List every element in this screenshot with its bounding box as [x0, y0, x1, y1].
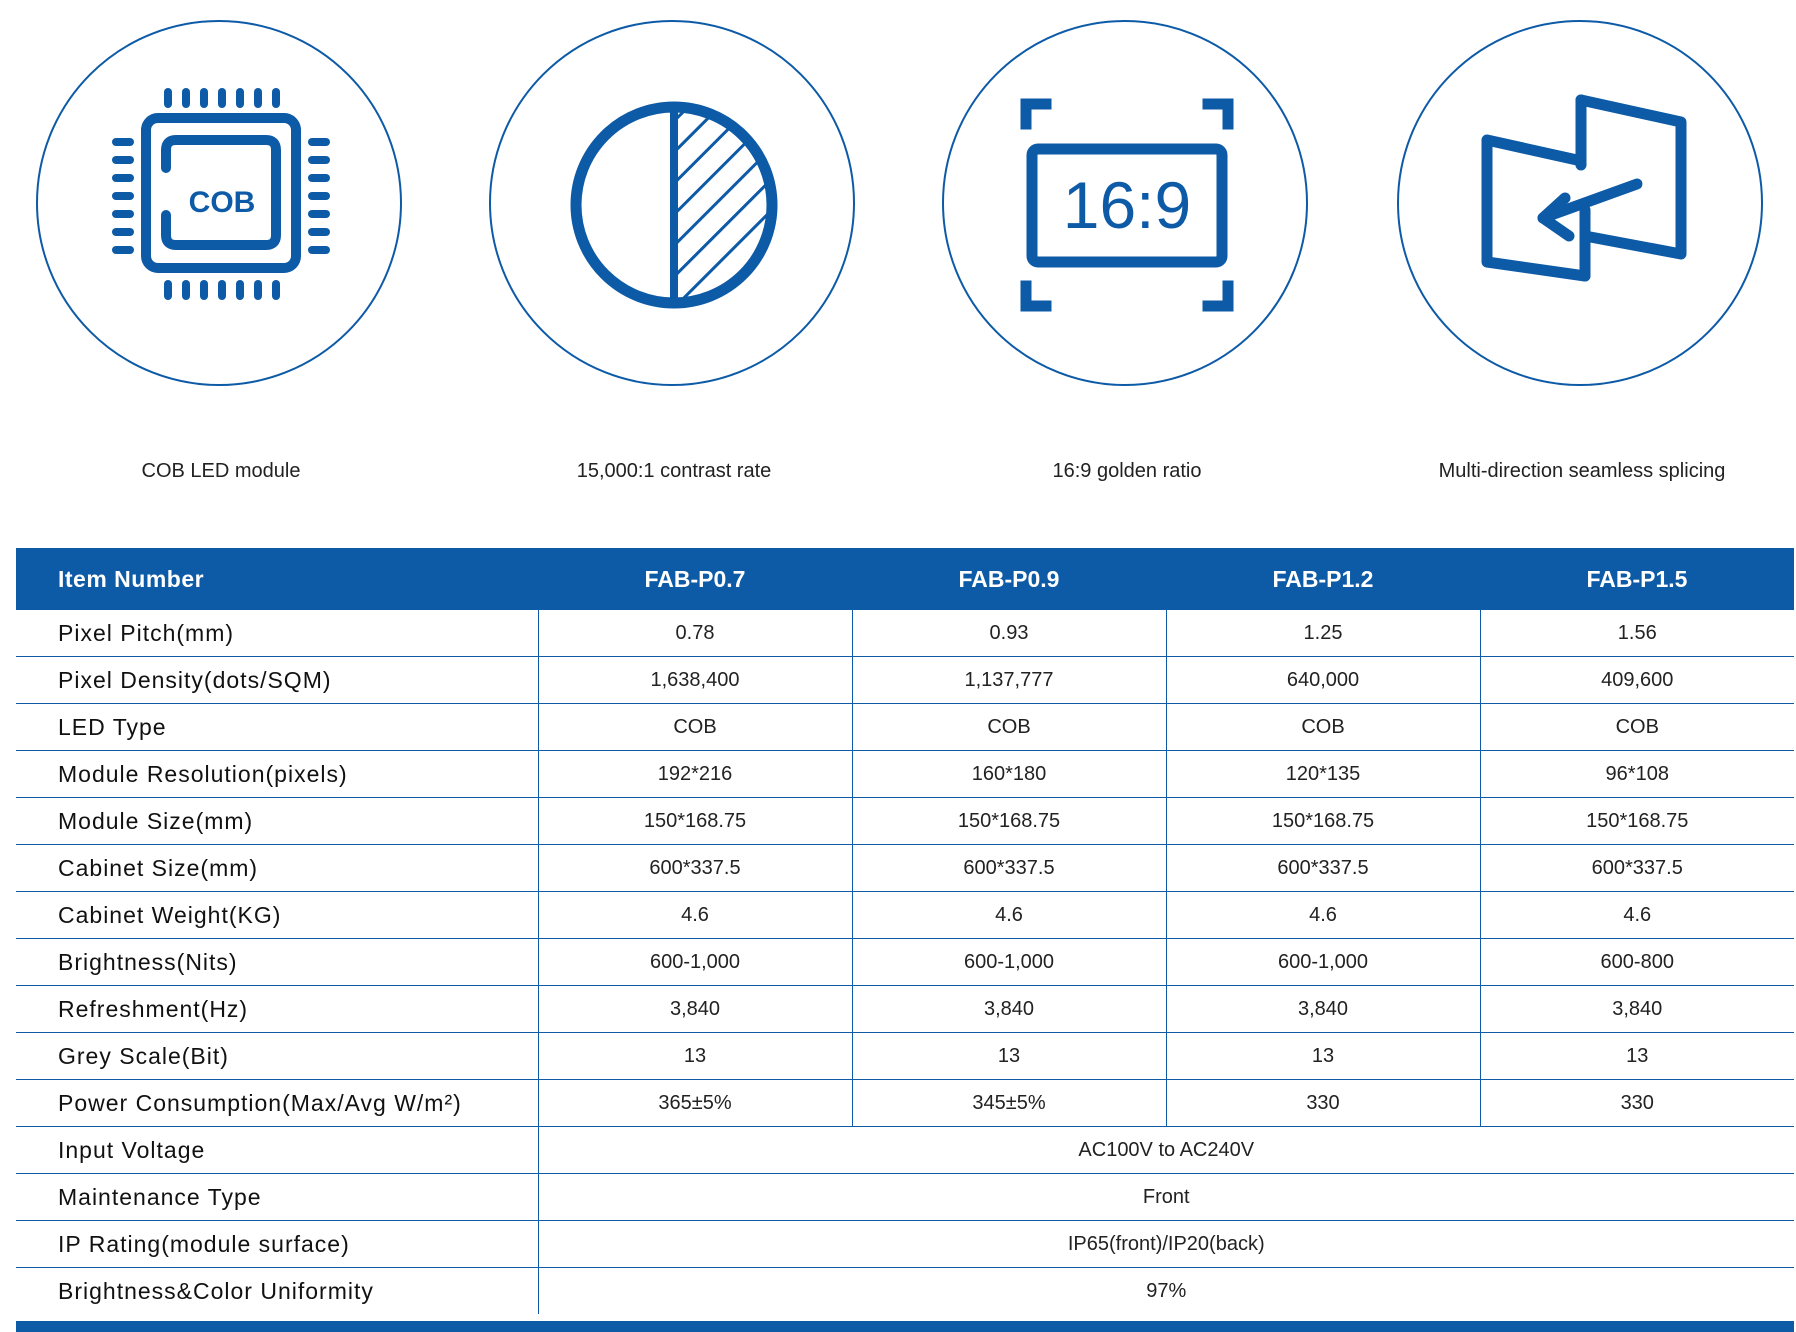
table-cell: 4.6 [1480, 892, 1794, 939]
merged-cell: 97% [538, 1268, 1794, 1315]
table-cell: 1,638,400 [538, 657, 852, 704]
svg-text:COB: COB [188, 186, 256, 219]
table-cell: 150*168.75 [852, 798, 1166, 845]
table-row [16, 845, 1794, 892]
table-cell: 160*180 [852, 751, 1166, 798]
row-label: Module Size(mm) [16, 798, 538, 845]
feature-icons-section [0, 0, 1796, 520]
table-row [16, 704, 1794, 751]
row-label: Brightness(Nits) [16, 939, 538, 986]
feature-circle [1397, 20, 1763, 386]
spec-table [16, 548, 1794, 1314]
feature-caption: 16:9 golden ratio [1052, 460, 1202, 482]
table-cell: 1.25 [1166, 610, 1480, 657]
feature-splicing [1397, 20, 1767, 510]
table-header-cell: FAB-P0.7 [538, 548, 852, 610]
row-label: Power Consumption(Max/Avg W/m²) [16, 1080, 538, 1127]
row-label: IP Rating(module surface) [16, 1221, 538, 1268]
table-cell: 4.6 [1166, 892, 1480, 939]
table-cell: 365±5% [538, 1080, 852, 1127]
table-cell: 13 [538, 1033, 852, 1080]
table-header-cell: FAB-P1.5 [1480, 548, 1794, 610]
table-row [16, 939, 1794, 986]
table-cell: 600-1,000 [852, 939, 1166, 986]
table-cell: 13 [1166, 1033, 1480, 1080]
row-label: Module Resolution(pixels) [16, 751, 538, 798]
table-row [16, 610, 1794, 657]
table-cell: 0.93 [852, 610, 1166, 657]
table-cell: 120*135 [1166, 751, 1480, 798]
merged-cell: AC100V to AC240V [538, 1127, 1794, 1174]
feature-ratio [942, 20, 1312, 510]
table-cell: 600*337.5 [852, 845, 1166, 892]
table-header-cell: FAB-P0.9 [852, 548, 1166, 610]
feature-circle [36, 20, 402, 386]
row-label: Input Voltage [16, 1127, 538, 1174]
aspect-ratio-icon [944, 22, 1310, 388]
feature-contrast [489, 20, 859, 510]
table-cell: 1,137,777 [852, 657, 1166, 704]
row-label: Cabinet Size(mm) [16, 845, 538, 892]
row-label: LED Type [16, 704, 538, 751]
table-cell: COB [852, 704, 1166, 751]
table-row [16, 892, 1794, 939]
table-cell: 192*216 [538, 751, 852, 798]
table-cell: COB [1480, 704, 1794, 751]
table-cell: 600*337.5 [1480, 845, 1794, 892]
table-cell: 600*337.5 [1166, 845, 1480, 892]
row-label: Pixel Pitch(mm) [16, 610, 538, 657]
row-label: Cabinet Weight(KG) [16, 892, 538, 939]
table-header-cell: FAB-P1.2 [1166, 548, 1480, 610]
table-cell: 3,840 [852, 986, 1166, 1033]
table-cell: 600*337.5 [538, 845, 852, 892]
cob-chip-icon [38, 22, 404, 388]
splicing-icon [1399, 22, 1765, 388]
feature-caption: COB LED module [141, 460, 301, 482]
feature-circle [942, 20, 1308, 386]
table-header-row [16, 548, 1794, 610]
table-row [16, 1174, 1794, 1221]
table-cell: 640,000 [1166, 657, 1480, 704]
table-cell: 1.56 [1480, 610, 1794, 657]
table-row [16, 1080, 1794, 1127]
table-cell: 330 [1480, 1080, 1794, 1127]
table-cell: COB [538, 704, 852, 751]
merged-cell: IP65(front)/IP20(back) [538, 1221, 1794, 1268]
svg-text:16:9: 16:9 [1062, 168, 1192, 242]
row-label: Grey Scale(Bit) [16, 1033, 538, 1080]
table-row [16, 1268, 1794, 1315]
table-cell: 3,840 [538, 986, 852, 1033]
table-header-cell: Item Number [16, 548, 538, 610]
table-cell: 3,840 [1480, 986, 1794, 1033]
feature-cob [36, 20, 406, 510]
table-row [16, 1221, 1794, 1268]
table-row [16, 751, 1794, 798]
table-cell: 4.6 [538, 892, 852, 939]
table-cell: 0.78 [538, 610, 852, 657]
table-row [16, 798, 1794, 845]
table-cell: 13 [1480, 1033, 1794, 1080]
table-cell: COB [1166, 704, 1480, 751]
table-cell: 150*168.75 [1166, 798, 1480, 845]
row-label: Maintenance Type [16, 1174, 538, 1221]
merged-cell: Front [538, 1174, 1794, 1221]
table-row [16, 657, 1794, 704]
table-cell: 150*168.75 [538, 798, 852, 845]
table-cell: 409,600 [1480, 657, 1794, 704]
table-cell: 345±5% [852, 1080, 1166, 1127]
table-cell: 3,840 [1166, 986, 1480, 1033]
contrast-icon [491, 22, 857, 388]
table-cell: 13 [852, 1033, 1166, 1080]
table-cell: 150*168.75 [1480, 798, 1794, 845]
feature-caption: Multi-direction seamless splicing [1438, 460, 1726, 482]
table-row [16, 1033, 1794, 1080]
row-label: Refreshment(Hz) [16, 986, 538, 1033]
table-cell: 96*108 [1480, 751, 1794, 798]
row-label: Brightness&Color Uniformity [58, 1277, 374, 1304]
feature-circle [489, 20, 855, 386]
table-row [16, 1127, 1794, 1174]
table-row [16, 986, 1794, 1033]
feature-caption: 15,000:1 contrast rate [576, 460, 772, 482]
table-bottom-bar [16, 1321, 1794, 1332]
table-cell: 4.6 [852, 892, 1166, 939]
row-label: Pixel Density(dots/SQM) [16, 657, 538, 704]
table-cell: 600-1,000 [1166, 939, 1480, 986]
table-cell: 330 [1166, 1080, 1480, 1127]
table-cell: 600-1,000 [538, 939, 852, 986]
table-cell: 600-800 [1480, 939, 1794, 986]
